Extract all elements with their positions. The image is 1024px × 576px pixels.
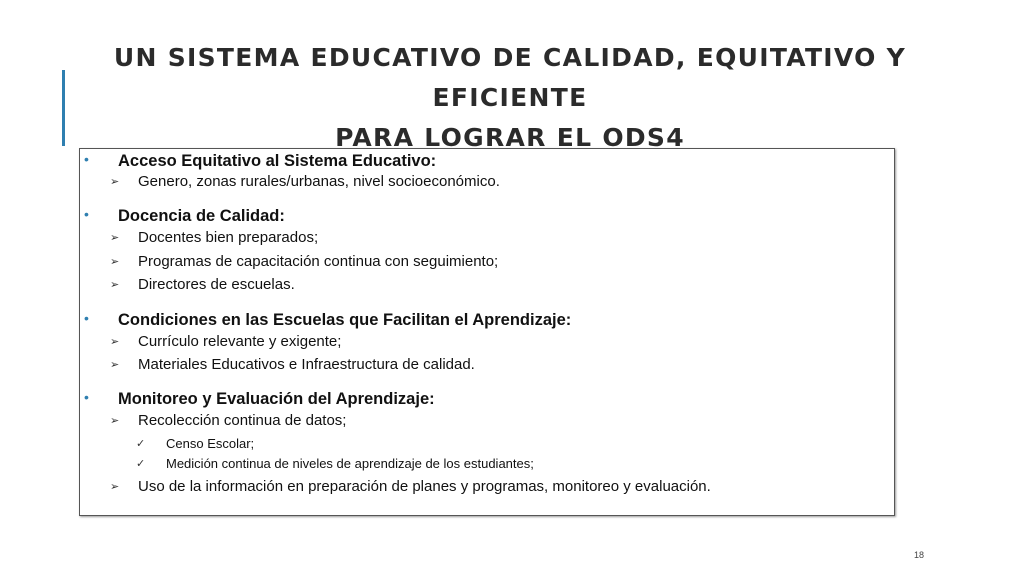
arrow-bullet-icon: ➢ [110, 481, 120, 493]
list-item-text: Genero, zonas rurales/urbanas, nivel socioeconómico. [138, 173, 500, 190]
list-item-text: Docentes bien preparados; [138, 229, 319, 246]
title-accent-line [62, 70, 65, 146]
list-item-text: Currículo relevante y exigente; [138, 333, 342, 350]
sub-list-item-text: Censo Escolar; [166, 436, 255, 451]
bullet-icon: • [84, 310, 89, 326]
arrow-bullet-icon: ➢ [110, 336, 120, 348]
arrow-bullet-icon: ➢ [110, 176, 120, 188]
list-item-text: Materiales Educativos e Infraestructura de calidad. [138, 356, 475, 373]
arrow-bullet-icon: ➢ [110, 279, 120, 291]
list-item-text: Recolección continua de datos; [138, 412, 347, 429]
section-heading-text: Condiciones en las Escuelas que Facilitan el Aprendizaje: [118, 311, 572, 329]
bullet-icon: • [84, 151, 89, 167]
list-item-text: Programas de capacitación continua con seguimiento; [138, 253, 499, 270]
title-line-2: PARA LOGRAR EL ODS4 [335, 123, 685, 152]
page-number: 18 [914, 550, 925, 560]
check-icon: ✓ [136, 458, 146, 470]
arrow-bullet-icon: ➢ [110, 415, 120, 427]
list-item-text: Uso de la información en preparación de planes y programas, monitoreo y evaluación. [138, 478, 711, 495]
slide-title [80, 38, 940, 158]
bullet-icon: • [84, 389, 89, 405]
bullet-icon: • [84, 206, 89, 222]
arrow-bullet-icon: ➢ [110, 256, 120, 268]
title-line-1: UN SISTEMA EDUCATIVO DE CALIDAD, EQUITATIVO Y EFICIENTE [113, 43, 907, 112]
arrow-bullet-icon: ➢ [110, 232, 120, 244]
section-heading-text: Acceso Equitativo al Sistema Educativo: [118, 152, 437, 170]
sub-list-item-text: Medición continua de niveles de aprendizaje de los estudiantes; [166, 456, 534, 471]
content-box [79, 148, 895, 516]
section-heading-text: Docencia de Calidad: [118, 207, 285, 225]
section-heading-text: Monitoreo y Evaluación del Aprendizaje: [118, 390, 435, 408]
list-item-text: Directores de escuelas. [138, 276, 295, 293]
arrow-bullet-icon: ➢ [110, 359, 120, 371]
check-icon: ✓ [136, 438, 146, 450]
